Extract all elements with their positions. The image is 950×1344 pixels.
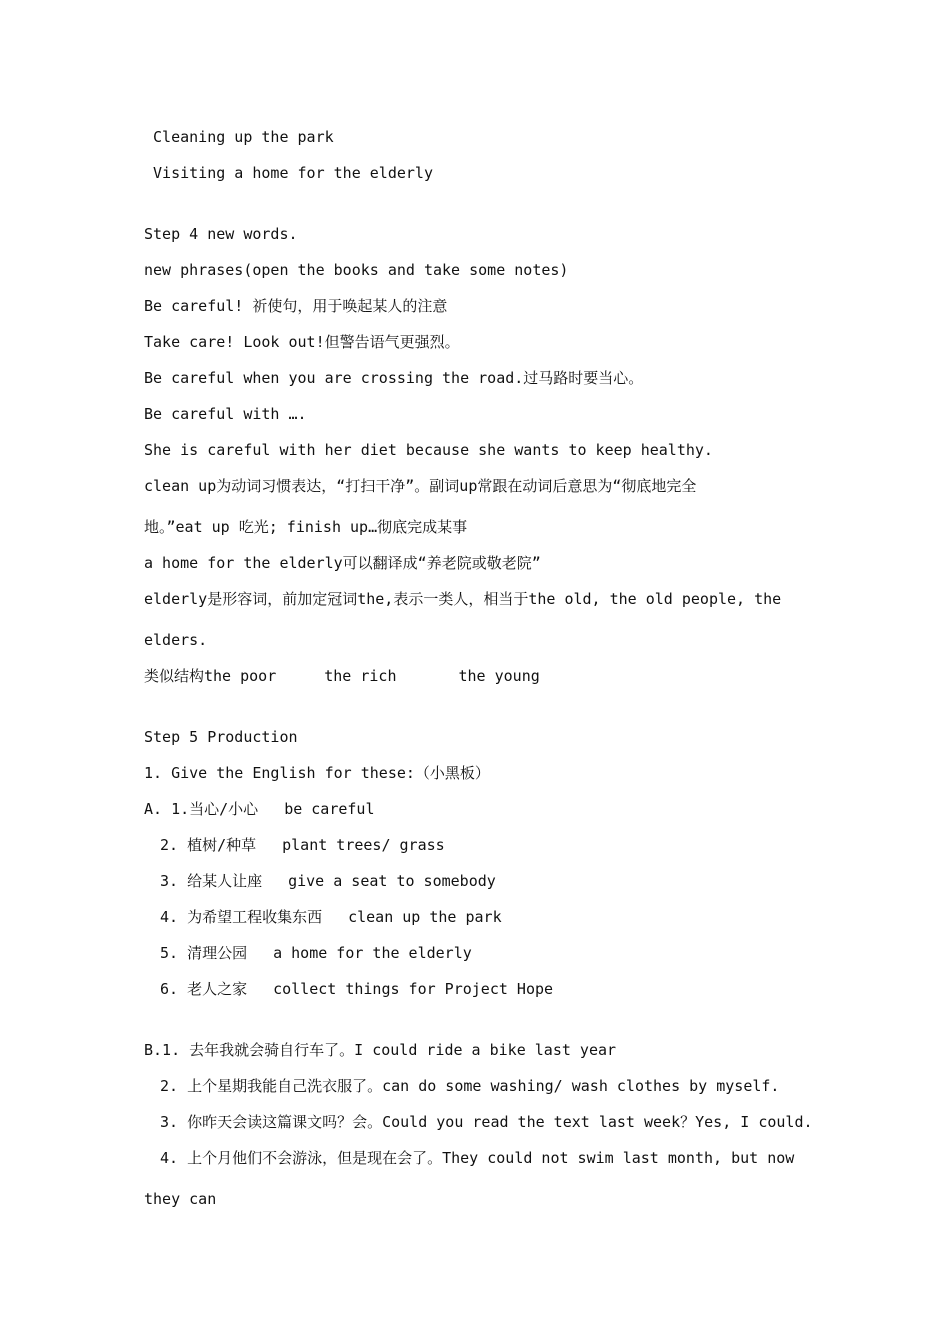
list-a-item-2: 2. 植树/种草 plant trees/ grass: [160, 836, 445, 854]
careful-with-line: Be careful with ….: [144, 405, 307, 423]
crossing-road-example: Be careful when you are crossing the road.过马路时要当心。: [144, 369, 644, 387]
clean-up-note: clean up为动词习惯表达，“打扫干净”。副词up常跟在动词后意思为“彻底地完全: [144, 477, 697, 495]
step5-heading: Step 5 Production: [144, 728, 298, 746]
elderly-adjective-note: elderly是形容词，前加定冠词the,表示一类人，相当于the old, the old people, the: [144, 590, 782, 608]
elders-line: elders.: [144, 631, 208, 649]
similar-structure-line: [144, 666, 540, 686]
list-b-item-1: B.1. 去年我就会骑自行车了。I could ride a bike last year: [144, 1041, 617, 1059]
eat-up-note: 地。”eat up 吃光; finish up…彻底完成某事: [144, 518, 468, 536]
home-elderly-note: a home for the elderly可以翻译成“养老院或敬老院”: [144, 554, 541, 572]
list-a-item-3: 3. 给某人让座 give a seat to somebody: [160, 872, 496, 890]
list-a-item-1: A. 1.当心/小心 be careful: [144, 800, 375, 818]
list-b-item-4-cont: they can: [144, 1190, 217, 1208]
diet-example: She is careful with her diet because she wants to keep healthy.: [144, 441, 713, 459]
list-b-item-2: 2. 上个星期我能自己洗衣服了。can do some washing/ wash clothes by myself.: [160, 1077, 780, 1095]
similar-structure-label: 类似结构the poor: [144, 667, 277, 685]
list-a-item-5: 5. 清理公园 a home for the elderly: [160, 944, 472, 962]
take-care-note: Take care! Look out!但警告语气更强烈。: [144, 333, 460, 351]
activity-cleaning-park: Cleaning up the park: [144, 128, 334, 146]
new-phrases-line: new phrases(open the books and take some notes): [144, 261, 569, 279]
be-careful-note: Be careful! 祈使句，用于唤起某人的注意: [144, 297, 448, 315]
step4-heading: Step 4 new words.: [144, 225, 298, 243]
list-b-item-4: 4. 上个月他们不会游泳，但是现在会了。They could not swim last month, but now: [160, 1149, 795, 1167]
activity-visiting-home: Visiting a home for the elderly: [144, 164, 433, 182]
list-a-item-6: 6. 老人之家 collect things for Project Hope: [160, 980, 554, 998]
the-young: the young: [458, 667, 540, 685]
exercise1-instruction: 1. Give the English for these:（小黑板）: [144, 764, 490, 782]
list-b-item-3: 3. 你昨天会读这篇课文吗？会。Could you read the text last week？Yes, I could.: [160, 1113, 813, 1131]
list-a-item-4: 4. 为希望工程收集东西 clean up the park: [160, 908, 502, 926]
the-rich: the rich: [324, 667, 397, 685]
